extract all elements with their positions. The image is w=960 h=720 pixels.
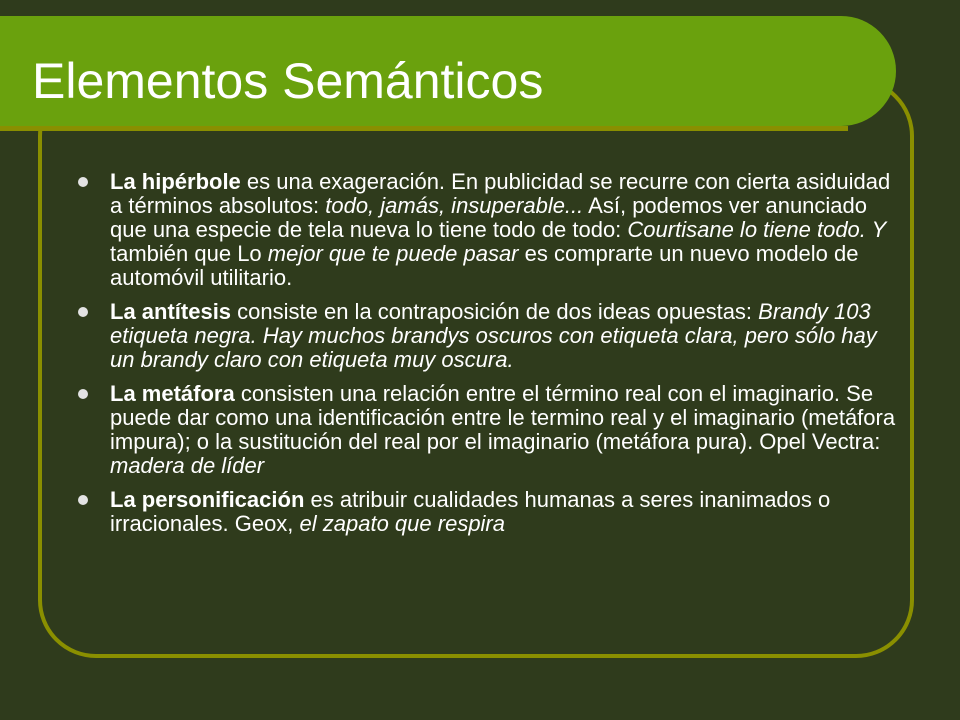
italic-segment: el zapato que respira [299,511,505,536]
term: La hipérbole [110,169,241,194]
bullet-list [78,170,908,546]
slide-title: Elementos Semánticos [32,53,544,109]
text-segment: consiste en la contraposición de dos ideas opuestas: [231,299,759,324]
bullet-item-antitesis [78,300,908,372]
text-segment: es comprarte un nuevo modelo de automóvil utilitario. [110,241,859,290]
bullet-item-hiperbole [78,170,908,290]
bullet-text [110,382,900,478]
bullet-text [110,488,900,536]
bullet-dot-icon [78,177,88,187]
bullet-dot-icon [78,495,88,505]
term: La metáfora [110,381,235,406]
bullet-item-metafora [78,382,908,478]
term: La personificación [110,487,305,512]
italic-segment: madera de líder [110,453,265,478]
bullet-item-personificacion [78,488,908,536]
text-segment: también que Lo [110,241,268,266]
title-underline [0,126,848,131]
italic-segment: mejor que te puede pasar [267,241,519,266]
italic-segment: Brandy 103 etiqueta negra. Hay muchos brandys oscuros con etiqueta clara, pero sólo hay un brandy claro con etiqueta muy oscura. [110,299,877,372]
text-segment: consisten una relación entre el término real con el imaginario. Se puede dar como una identificación entre le termino real y el imaginario (metáfora impura); o la sustitución del real por el imaginario (metáfora pura). Opel Vectra: [110,381,896,454]
bullet-dot-icon [78,307,88,317]
bullet-text [110,170,900,290]
text-segment: es atribuir cualidades humanas a seres inanimados o irracionales. Geox, [110,487,831,536]
text-segment: Así, podemos ver anunciado que una especie de tela nueva lo tiene todo de todo: [110,193,868,242]
italic-segment: Courtisane lo tiene todo. Y [627,217,887,242]
text-segment: es una exageración. En publicidad se recurre con cierta asiduidad a términos absolutos: [110,169,891,218]
italic-segment: todo, jamás, insuperable... [325,193,584,218]
term: La antítesis [110,299,232,324]
title-bar [0,16,896,126]
bullet-text [110,300,900,372]
bullet-dot-icon [78,389,88,399]
